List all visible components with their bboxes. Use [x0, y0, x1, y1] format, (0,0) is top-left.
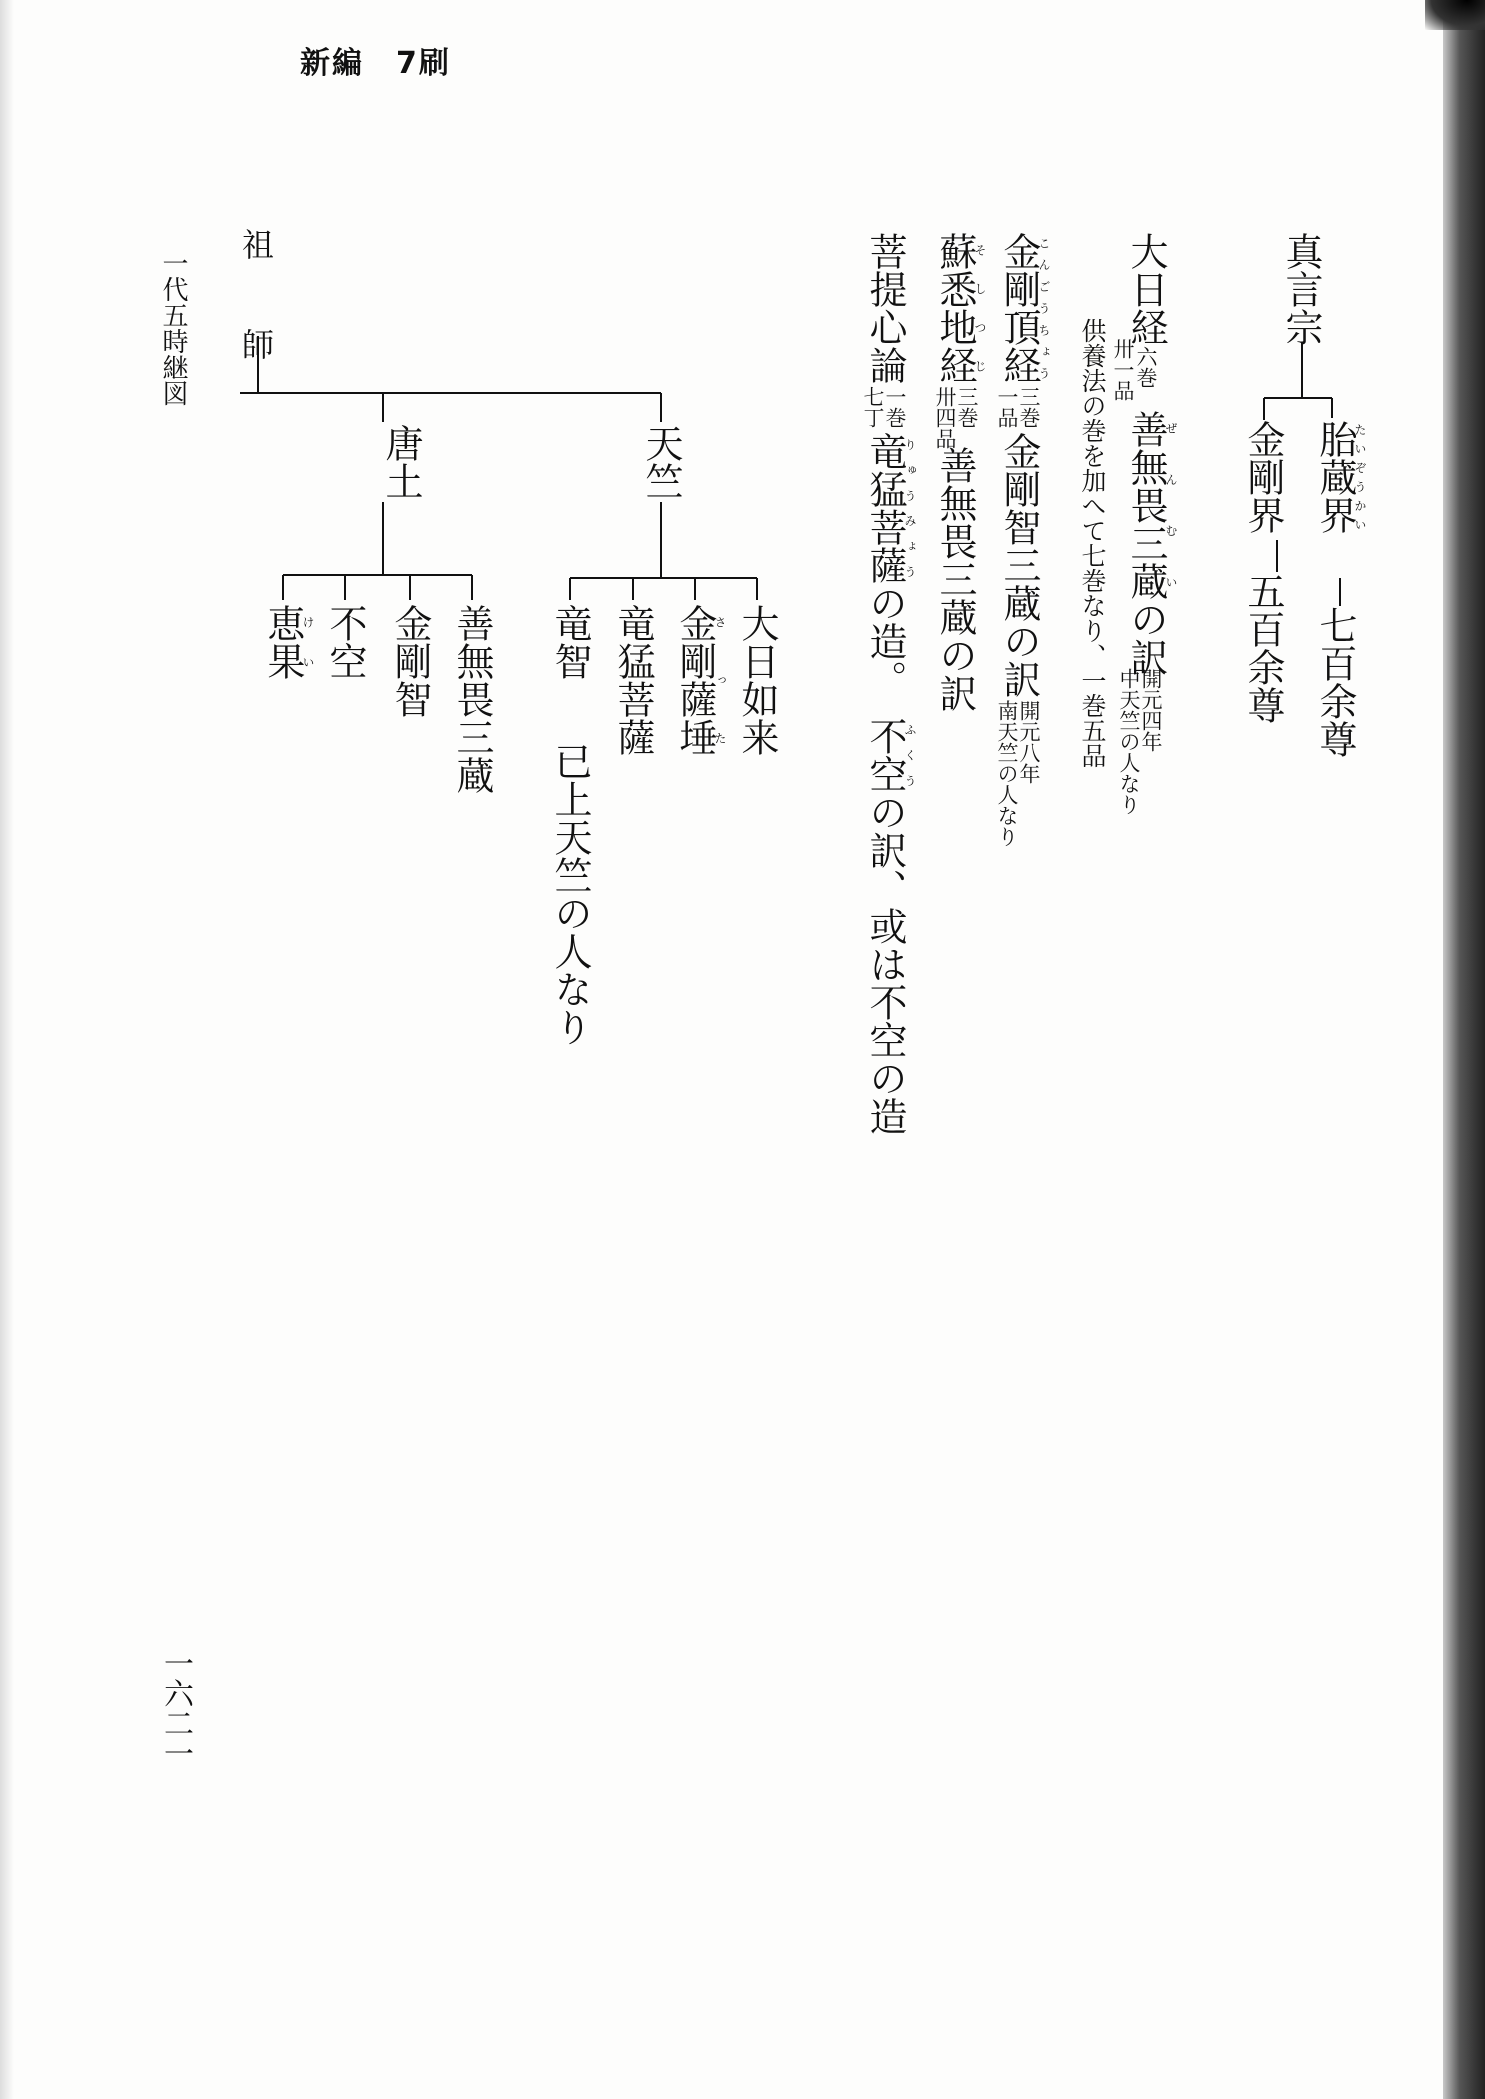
edition-stamp: 新編 7刷 — [300, 46, 451, 81]
tenjiku-member-4: 竜智 — [548, 604, 592, 680]
text-bodaishin-author: 竜猛菩薩りゅうみょうの造。 不空ふくうの訳、或は不空の造 — [863, 432, 917, 1135]
text-bodaishin: 菩提心論 — [863, 232, 907, 384]
text-soshitsuji-note-bottom: 卅四品 — [933, 386, 957, 449]
running-title: 一代五時継図 — [158, 250, 188, 406]
text-bodaishin-note-bottom: 七丁 — [861, 386, 885, 428]
branch-taizokai-count: 七百余尊 — [1313, 606, 1357, 758]
tenjiku-member-1: 大日如来 — [735, 604, 779, 756]
tojo-member-2: 金剛智 — [388, 604, 432, 718]
tenjiku-note: 已上天竺の人なり — [548, 742, 592, 1046]
text-dainichi-note: 卅一品 — [1111, 338, 1135, 401]
lineage-tenjiku: 天竺 — [639, 424, 683, 500]
text-kongocho-note-top: 三巻 — [1017, 386, 1041, 428]
sect-name: 真言宗 — [1279, 232, 1323, 346]
text-kongocho-origin: 南天竺の人なり — [995, 700, 1019, 847]
text-dainichi-translator: 善無畏三蔵ぜんむいの訳 — [1124, 410, 1178, 676]
text-dainichi-origin: 中天竺の人なり — [1117, 668, 1141, 815]
page-number: 一六二一 — [158, 1648, 193, 1768]
text-kongocho-translator: 金剛智三蔵の訳 — [997, 432, 1041, 698]
lineage-tojo: 唐土 — [379, 424, 423, 500]
tojo-member-4: 恵果けい — [261, 604, 315, 680]
text-soshitsuji-translator: 善無畏三蔵の訳 — [933, 446, 977, 712]
text-bodaishin-note-top: 一巻 — [883, 386, 907, 428]
branch-kongokai: 金剛界 — [1241, 420, 1285, 534]
text-kongocho-note-bottom: 一品 — [995, 386, 1019, 428]
branch-taizokai: 胎蔵界たいぞうかい — [1313, 420, 1367, 534]
branch-kongokai-count: 五百余尊 — [1241, 572, 1285, 724]
lineage-root: 祖 師 — [237, 228, 275, 378]
text-soshitsuji: 蘇悉地経そしつじ — [933, 232, 987, 384]
tojo-member-3: 不空 — [323, 604, 367, 680]
text-soshitsuji-note-top: 三巻 — [955, 386, 979, 428]
text-dainichi-date: 開元四年 — [1139, 668, 1163, 752]
tenjiku-member-2: 金剛薩埵さった — [673, 604, 727, 756]
text-dainichi-supplement: 供養法の巻を加へて七巻なり、一巻五品 — [1078, 318, 1107, 768]
text-kongocho: 金剛頂経こんごうちょう — [997, 232, 1051, 384]
text-dainichi: 大日経六巻 — [1124, 232, 1168, 388]
text-kongocho-date: 開元八年 — [1017, 700, 1041, 784]
tojo-member-1: 善無畏三蔵 — [450, 604, 494, 794]
tenjiku-member-3: 竜猛菩薩 — [611, 604, 655, 756]
